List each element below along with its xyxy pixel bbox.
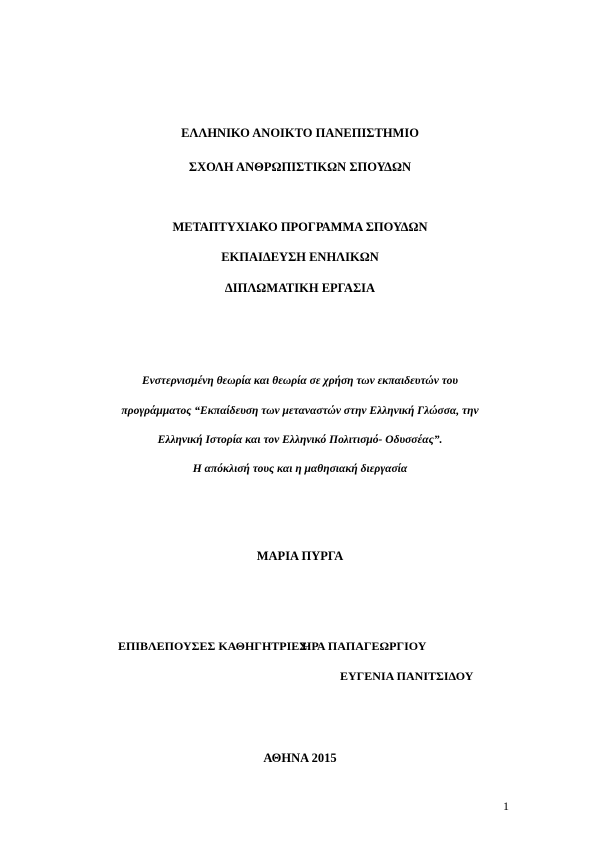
school-name: ΣΧΟΛΗ ΑΝΘΡΩΠΙΣΤΙΚΩΝ ΣΠΟΥΔΩΝ — [188, 160, 412, 174]
thesis-title-line-2: προγράμματος “Εκπαίδευση των μεταναστών στην Ελληνική Γλώσσα, την — [121, 405, 479, 417]
thesis-title-line-4: Η απόκλισή τους και η μαθησιακή διεργασία — [192, 463, 408, 475]
document-type: ΔΙΠΛΩΜΑΤΙΚΗ ΕΡΓΑΣΙΑ — [224, 281, 376, 295]
program-field: ΕΚΠΑΙΔΕΥΣΗ ΕΝΗΛΙΚΩΝ — [221, 250, 379, 264]
place-date: ΑΘΗΝΑ 2015 — [263, 751, 337, 765]
author-name: ΜΑΡΙΑ ΠΥΡΓΑ — [256, 549, 344, 563]
supervisor-second: ΕΥΓΕΝΙΑ ΠΑΝΙΤΣΙΔΟΥ — [340, 669, 474, 683]
thesis-title-line-3: Ελληνική Ιστορία και τον Ελληνικό Πολιτισμό- Οδυσσέας”. — [157, 434, 443, 446]
supervisors-label: ΕΠΙΒΛΕΠΟΥΣΕΣ ΚΑΘΗΓΗΤΡΙΕΣ: — [118, 639, 312, 653]
thesis-title-line-1: Ενστερνισμένη θεωρία και θεωρία σε χρήση των εκπαιδευτών του — [141, 375, 459, 387]
program-name: ΜΕΤΑΠΤΥΧΙΑΚΟ ΠΡΟΓΡΑΜΜΑ ΣΠΟΥΔΩΝ — [172, 220, 428, 234]
supervisor-first: ΗΡΑ ΠΑΠΑΓΕΩΡΓΙΟΥ — [302, 639, 427, 653]
university-name: ΕΛΛΗΝΙΚΟ ΑΝΟΙΚΤΟ ΠΑΝΕΠΙΣΤΗΜΙΟ — [181, 126, 419, 140]
page-number: 1 — [503, 799, 509, 813]
